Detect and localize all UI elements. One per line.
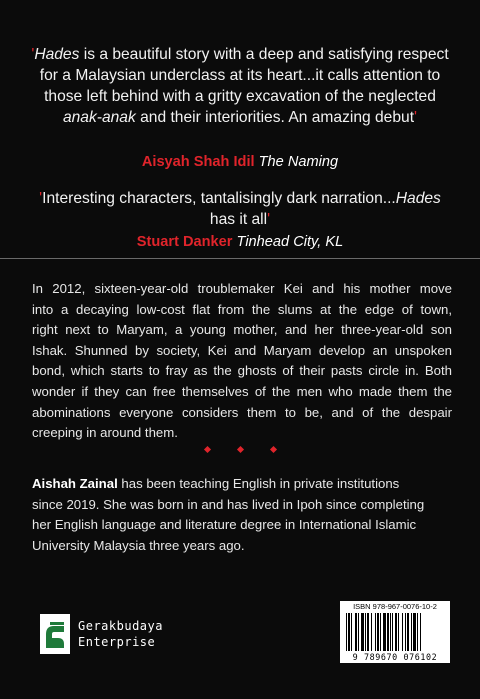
reviewer-work: The Naming: [258, 154, 339, 170]
barcode-bars: [346, 613, 444, 651]
reviewer-name: Aisyah Shah Idil: [141, 154, 255, 170]
ean-digits: 9 789670 076102: [352, 652, 438, 662]
diamond-icon: [203, 446, 210, 453]
synopsis-line: creeping in around them.: [32, 425, 178, 441]
synopsis-line: abominations everyone considers them to be, and of the despair: [32, 404, 452, 420]
diamond-icon: [269, 446, 276, 453]
quote-text-end: has it all: [209, 211, 268, 228]
isbn-label: ISBN 978-967-0076-10-2: [353, 602, 437, 611]
publisher-logo: [40, 614, 163, 654]
synopsis-line: In 2012, sixteen-year-old troublemaker Kei and his mother move: [32, 281, 452, 296]
synopsis-line: into a decaying low-cost flat from the slums at the edge of town,: [32, 301, 452, 317]
bio-text: has been teaching English in private institutions: [117, 476, 400, 491]
quote-text-end: and their interiorities. An amazing debut: [135, 109, 415, 126]
divider: [0, 258, 480, 259]
publisher-name: [78, 618, 163, 650]
quote-open-mark: ': [31, 46, 35, 63]
quote-open-mark: ': [39, 190, 43, 207]
author-name: Aishah Zainal: [32, 476, 118, 491]
quote-close-mark: ': [414, 109, 418, 126]
bio-line: her English language and literature degree in International Islamic: [32, 517, 417, 533]
isbn-barcode: [340, 601, 450, 663]
diamond-icon: [236, 446, 243, 453]
review-attribution-1: [0, 153, 480, 171]
publisher-line-1: Gerakbudaya: [78, 619, 163, 633]
reviewer-name: Stuart Danker: [136, 234, 233, 250]
reviewer-work: Tinhead City, KL: [236, 234, 344, 250]
synopsis-line: wonder if they can free themselves of the men who made them the: [32, 383, 452, 399]
gerakbudaya-logo-icon: [40, 614, 70, 654]
author-bio: [32, 474, 452, 556]
synopsis: [32, 279, 452, 444]
bio-line: University Malaysia three years ago.: [32, 537, 245, 553]
publisher-line-2: Enterprise: [78, 635, 156, 649]
ornament-divider: [0, 447, 480, 452]
synopsis-line: right next to Maryam, a young mother, and her three-year-old son: [32, 322, 452, 338]
review-attribution-2: [0, 233, 480, 251]
quote-title-ref: Hades: [34, 46, 80, 63]
quote-close-mark: ': [267, 211, 271, 228]
quote-term: anak-anak: [62, 109, 136, 126]
quote-title-ref: Hades: [395, 190, 441, 207]
review-quote-2: [30, 188, 450, 230]
bio-line: [32, 474, 452, 495]
bio-line: since 2019. She was born in and has lived in Ipoh since completing: [32, 496, 425, 512]
review-quote-1: [30, 44, 450, 128]
quote-text: is a beautiful story with a deep and satisfying respect for a Malaysian underclass at its heart...it calls attention to those left behind with a gritty excavation of the neglected: [39, 46, 449, 105]
synopsis-line: Ishak. Shunned by society, Kei and Maryam develop an unspoken: [32, 342, 452, 358]
quote-text: Interesting characters, tantalisingly dark narration...: [42, 190, 396, 207]
synopsis-line: bond, which starts to fray as the ghosts of their pasts circle in. Both: [32, 363, 452, 379]
